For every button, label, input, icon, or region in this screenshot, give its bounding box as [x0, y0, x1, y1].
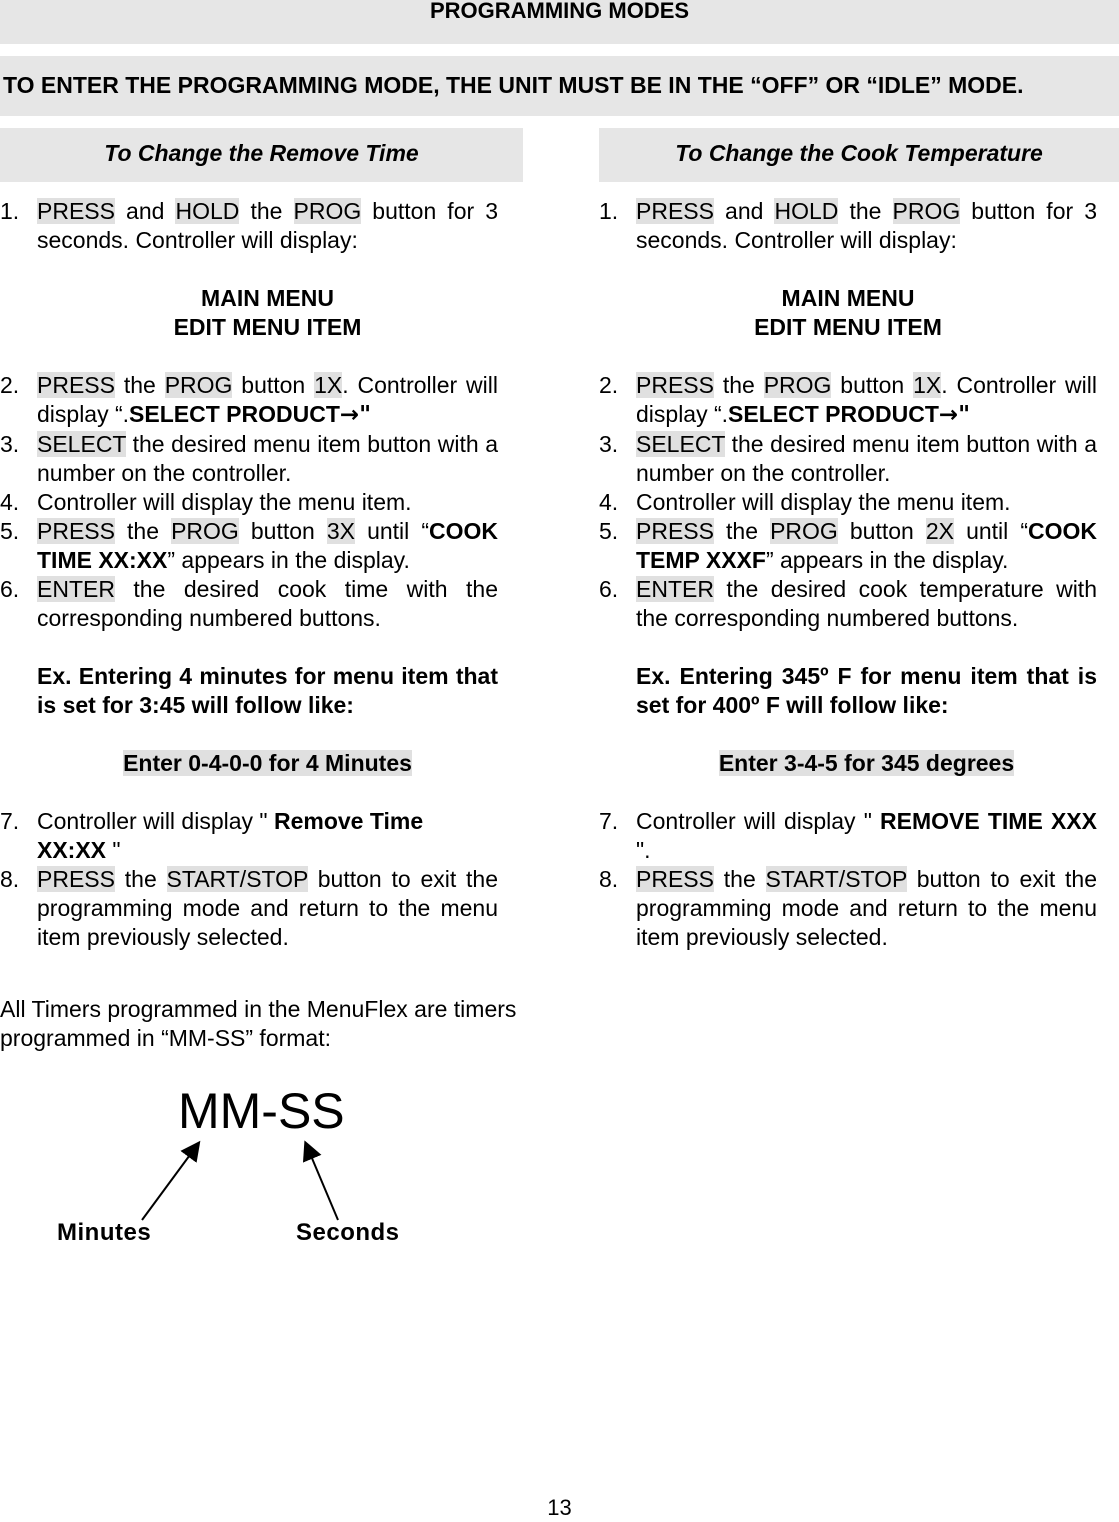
timer-format-display: MM-SS — [178, 1083, 345, 1139]
arrow-right-icon: →" — [339, 402, 372, 428]
step-text: ” appears in the display. — [167, 547, 410, 573]
step-text: ” appears in the display. — [765, 547, 1009, 573]
example-text: Ex. Entering 345º F for menu item that is set for 400º F will follow like: — [636, 663, 1097, 718]
programming-notice: TO ENTER THE PROGRAMMING MODE, THE UNIT MUST BE IN THE “OFF” OR “IDLE” MODE. — [3, 72, 1024, 98]
step-number: 7. — [0, 808, 20, 834]
step-text: button for 3 seconds. Controller will display: — [37, 198, 498, 253]
step-text: the — [114, 372, 165, 398]
step-text: button to exit the programming mode and return to the menu item previously selected. — [636, 866, 1097, 950]
step-text: the — [713, 372, 764, 398]
start-stop-button-label: START/STOP — [166, 866, 308, 892]
step-number: 7. — [599, 808, 619, 834]
step-text: button — [831, 372, 914, 398]
step-text: " — [106, 837, 121, 863]
press-key-label: PRESS — [636, 198, 714, 224]
left-step-7 — [0, 807, 498, 865]
hold-key-label: HOLD — [774, 198, 839, 224]
right-step-7 — [599, 807, 1097, 865]
select-key-label: SELECT — [37, 431, 127, 457]
step-text: the desired menu item button with a number on the controller. — [37, 431, 498, 486]
display-text: REMOVE TIME XXX — [880, 808, 1097, 834]
step-text: button to exit the programming mode and return to the menu item previously selected. — [37, 866, 498, 950]
display-text: SELECT PRODUCT — [129, 401, 340, 427]
display-text: COOK TIME XX:XX — [37, 518, 498, 573]
step-text: ". — [636, 837, 651, 863]
step-number: 2. — [599, 372, 619, 398]
right-step-8 — [599, 865, 1097, 952]
right-example — [599, 662, 1097, 720]
left-section-heading — [0, 128, 523, 182]
left-example — [0, 662, 498, 720]
seconds-label: Seconds — [296, 1219, 400, 1246]
press-count: 1X — [913, 372, 942, 398]
programming-notice-bar — [0, 56, 1119, 116]
enter-sequence-text: Enter 3-4-5 for 345 degrees — [718, 750, 1015, 776]
left-enter-sequence — [0, 749, 498, 778]
prog-button-label: PROG — [164, 372, 233, 398]
step-text: Controller will display " — [37, 808, 274, 834]
right-step-2 — [599, 371, 1097, 430]
right-menu-display — [599, 284, 1097, 342]
press-key-label: PRESS — [636, 866, 714, 892]
step-text: button — [238, 518, 327, 544]
seconds-arrow-icon — [306, 1144, 338, 1220]
arrow-right-icon: →" — [938, 402, 971, 428]
page-number: 13 — [547, 1495, 572, 1520]
page-title-bar — [0, 0, 1119, 44]
step-text: Controller will display " — [636, 808, 881, 834]
menu-display-line-1: MAIN MENU — [781, 285, 915, 311]
step-text: the desired cook temperature with the corresponding numbered buttons. — [636, 576, 1097, 631]
right-step-1 — [599, 197, 1097, 255]
enter-sequence-text: Enter 0-4-0-0 for 4 Minutes — [123, 750, 412, 776]
left-step-5 — [0, 517, 498, 575]
press-key-label: PRESS — [37, 372, 115, 398]
start-stop-button-label: START/STOP — [765, 866, 907, 892]
step-text: until “ — [355, 518, 429, 544]
press-key-label: PRESS — [37, 866, 115, 892]
prog-button-label: PROG — [171, 518, 239, 544]
right-step-5 — [599, 517, 1097, 575]
step-text: button — [232, 372, 315, 398]
display-text: Remove Time XX:XX — [37, 808, 424, 863]
step-number: 5. — [0, 518, 20, 544]
minutes-arrow-icon — [142, 1144, 198, 1220]
right-instructions — [599, 197, 1097, 952]
step-number: 2. — [0, 372, 20, 398]
step-text: and — [114, 198, 176, 224]
press-count: 3X — [326, 518, 356, 544]
left-step-4 — [0, 488, 498, 517]
example-text: Ex. Entering 4 minutes for menu item that is set for 3:45 will follow like: — [37, 663, 498, 718]
display-text: SELECT PRODUCT — [728, 401, 939, 427]
step-text: the — [114, 518, 172, 544]
prog-button-label: PROG — [892, 198, 961, 224]
step-text: until “ — [954, 518, 1028, 544]
step-number: 1. — [0, 198, 20, 224]
hold-key-label: HOLD — [175, 198, 240, 224]
step-text: the — [239, 198, 294, 224]
step-text: . Controller will display “. — [37, 372, 498, 427]
left-step-3 — [0, 430, 498, 488]
display-text: COOK TEMP XXXF — [636, 518, 1097, 573]
step-number: 6. — [0, 576, 20, 602]
left-instructions — [0, 197, 498, 952]
left-menu-display — [0, 284, 498, 342]
step-text: button for 3 seconds. Controller will display: — [636, 198, 1097, 253]
press-key-label: PRESS — [636, 518, 714, 544]
timer-format-note: All Timers programmed in the MenuFlex are timers programmed in “MM-SS” format: — [0, 996, 517, 1051]
press-count: 1X — [314, 372, 343, 398]
right-section-heading — [599, 128, 1119, 182]
press-count: 2X — [925, 518, 955, 544]
step-number: 3. — [599, 431, 619, 457]
prog-button-label: PROG — [293, 198, 362, 224]
menu-display-line-1: MAIN MENU — [201, 285, 334, 311]
step-number: 8. — [0, 866, 20, 892]
right-heading-text: To Change the Cook Temperature — [675, 140, 1043, 166]
left-step-8 — [0, 865, 498, 952]
step-number: 3. — [0, 431, 20, 457]
step-text: . Controller will display “. — [636, 372, 1097, 427]
step-text: the — [838, 198, 893, 224]
enter-key-label: ENTER — [636, 576, 714, 602]
menu-display-line-2: EDIT MENU ITEM — [173, 314, 362, 340]
prog-button-label: PROG — [770, 518, 838, 544]
right-step-6 — [599, 575, 1097, 633]
step-text: Controller will display the menu item. — [636, 489, 1011, 515]
left-step-6 — [0, 575, 498, 633]
press-key-label: PRESS — [37, 518, 115, 544]
step-text: the — [114, 866, 167, 892]
step-text: the desired menu item button with a number on the controller. — [636, 431, 1097, 486]
left-heading-text: To Change the Remove Time — [104, 140, 419, 166]
step-text: the — [713, 518, 771, 544]
minutes-label: Minutes — [57, 1219, 152, 1246]
step-number: 5. — [599, 518, 619, 544]
prog-button-label: PROG — [763, 372, 832, 398]
left-step-1 — [0, 197, 498, 255]
select-key-label: SELECT — [636, 431, 726, 457]
right-step-4 — [599, 488, 1097, 517]
page-title: PROGRAMMING MODES — [429, 0, 690, 23]
step-text: and — [713, 198, 775, 224]
step-number: 4. — [599, 489, 619, 515]
press-key-label: PRESS — [37, 198, 115, 224]
step-number: 8. — [599, 866, 619, 892]
step-text: the — [713, 866, 766, 892]
left-step-2 — [0, 371, 498, 430]
step-text: the desired cook time with the corresponding numbered buttons. — [37, 576, 498, 631]
step-number: 6. — [599, 576, 619, 602]
step-number: 1. — [599, 198, 619, 224]
right-enter-sequence — [599, 749, 1097, 778]
step-text: button — [837, 518, 926, 544]
right-step-3 — [599, 430, 1097, 488]
press-key-label: PRESS — [636, 372, 714, 398]
menu-display-line-2: EDIT MENU ITEM — [754, 314, 942, 340]
step-number: 4. — [0, 489, 20, 515]
enter-key-label: ENTER — [37, 576, 115, 602]
step-text: Controller will display the menu item. — [37, 489, 412, 515]
